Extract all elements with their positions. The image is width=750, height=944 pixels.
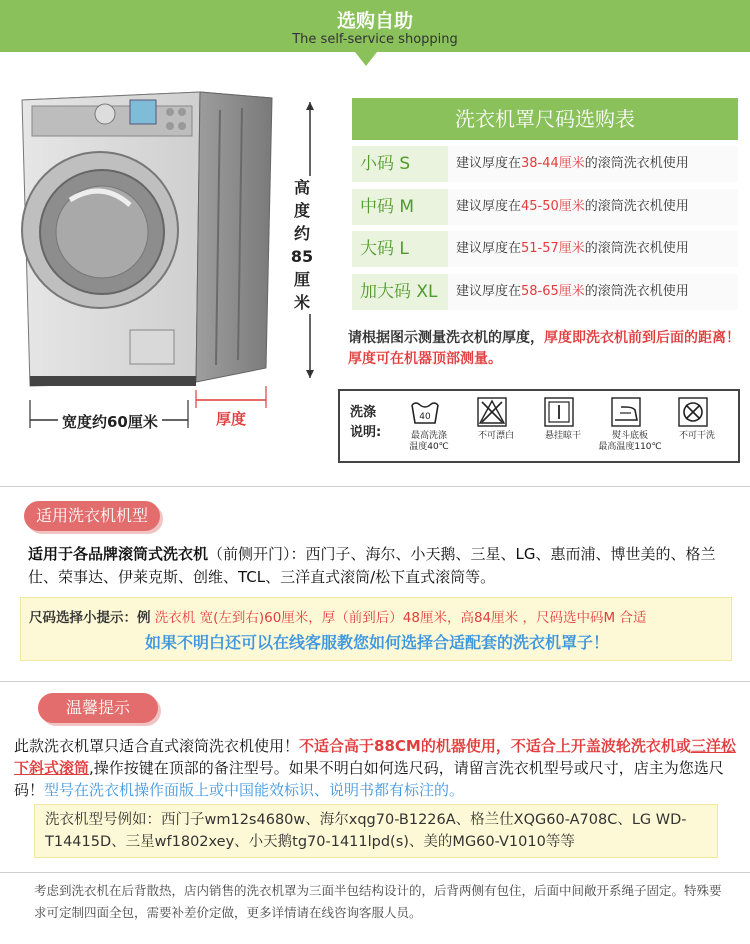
- no-bleach-icon: [477, 397, 507, 427]
- footer-note: 考虑到洗衣机在后背散热，店内销售的洗衣机罩为三面半包结构设计的，后背两侧有包住，后面中间敞开系绳子固定。特殊要求可定制四面全包，需要补差价定做，更多详情请在线咨询客服人员。: [34, 883, 722, 920]
- height-char: 高: [293, 178, 310, 197]
- height-label: [290, 176, 314, 314]
- size-label: 大码 L: [352, 231, 448, 267]
- care-caption: 不可干洗: [678, 431, 715, 441]
- section-divider: [0, 486, 750, 487]
- care-item-bleach: [463, 397, 529, 461]
- header-arrow-icon: [355, 52, 377, 66]
- model-example-box: [34, 804, 718, 858]
- size-table-title: 洗衣机罩尺码选购表: [352, 98, 738, 140]
- height-char: 约: [293, 224, 310, 243]
- care-caption: 不可漂白: [477, 431, 514, 441]
- size-desc: 建议厚度在58-65厘米的滚筒洗衣机使用: [448, 274, 738, 310]
- size-row-m: [352, 189, 738, 225]
- care-caption: 熨斗底板 最高温度110℃: [598, 431, 662, 452]
- size-desc: 建议厚度在38-44厘米的滚筒洗衣机使用: [448, 146, 738, 182]
- tip-example: 尺码选择小提示：例 洗衣机 宽(左到右)60厘米，厚（前到后）48厘米，高84厘米 ，尺码选中码M 合适: [29, 610, 647, 626]
- size-label: 中码 M: [352, 189, 448, 225]
- hang-dry-icon: [544, 397, 574, 427]
- fit-text: 适用于各品牌滚筒式洗衣机（前侧开门）：西门子、海尔、小天鹅、三星、LG、惠而浦、博世美的、格兰仕、荣事达、伊莱克斯、创维、TCL、三洋直式滚筒/松下直式滚筒等。: [28, 545, 716, 586]
- care-item-hang: [530, 397, 596, 461]
- size-row-l: [352, 231, 738, 267]
- size-row-s: [352, 146, 738, 182]
- height-char: 米: [293, 293, 310, 312]
- size-label: 加大码 XL: [352, 274, 448, 310]
- measure-note: 请根据图示测量洗衣机的厚度，厚度即洗衣机前到后面的距离！厚度可在机器顶部测量。: [348, 330, 740, 367]
- height-char: 85: [290, 247, 314, 266]
- section-divider: [0, 681, 750, 682]
- height-char: 厘: [293, 270, 310, 289]
- wash-40-icon: [410, 397, 440, 427]
- notice-text: 此款洗衣机罩只适合直式滚筒洗衣机使用！不适合高于88CM的机器使用，不适合上开盖波轮洗衣机或三洋松下斜式滚筒,操作按键在顶部的备注型号。如果不明白如何选尺码，请留言洗衣机型号或尺寸，店主为您选尺码！型号在洗衣机操作面版上或中国能效标识、说明书都有标注的。: [14, 737, 736, 799]
- section-pill-notice: 温馨提示: [38, 693, 158, 723]
- height-char: 度: [293, 201, 310, 220]
- size-tip-box: [20, 597, 732, 661]
- size-label: 小码 S: [352, 146, 448, 182]
- care-item-wash: [396, 397, 462, 461]
- washer-illustration: [10, 80, 340, 440]
- no-dry-clean-icon: [678, 397, 708, 427]
- svg-text:40: 40: [419, 412, 431, 422]
- iron-icon: [611, 397, 641, 427]
- section-pill-fit: 适用洗衣机机型: [24, 501, 160, 531]
- header-title: 选购自助: [336, 10, 413, 32]
- header-subtitle: The self-service shopping: [292, 32, 458, 47]
- care-item-dryclean: [664, 397, 730, 461]
- size-row-xl: [352, 274, 738, 310]
- model-example-text: 洗衣机型号例如：西门子wm12s4680w、海尔xqg70-B1226A、格兰仕XQG60-A708C、LG WD-T14415D、三星wf1802xey、小天鹅tg70-1411lpd(s)、美的MG60-V1010等等: [45, 812, 687, 850]
- care-caption: 悬挂晾干: [544, 431, 581, 441]
- care-caption: 最高洗涤 温度40℃: [409, 431, 449, 452]
- care-instructions: [338, 389, 740, 463]
- depth-label: 厚度: [216, 410, 247, 428]
- size-desc: 建议厚度在51-57厘米的滚筒洗衣机使用: [448, 231, 738, 267]
- tip-help: 如果不明白还可以在线客服教您如何选择合适配套的洗衣机罩子！: [144, 633, 609, 652]
- size-desc: 建议厚度在45-50厘米的滚筒洗衣机使用: [448, 189, 738, 225]
- header-banner: [0, 0, 750, 52]
- section-divider: [0, 872, 750, 873]
- care-label: 洗涤 说明:: [350, 405, 382, 440]
- care-item-iron: [597, 397, 663, 461]
- width-label: 宽度约60厘米: [58, 411, 162, 432]
